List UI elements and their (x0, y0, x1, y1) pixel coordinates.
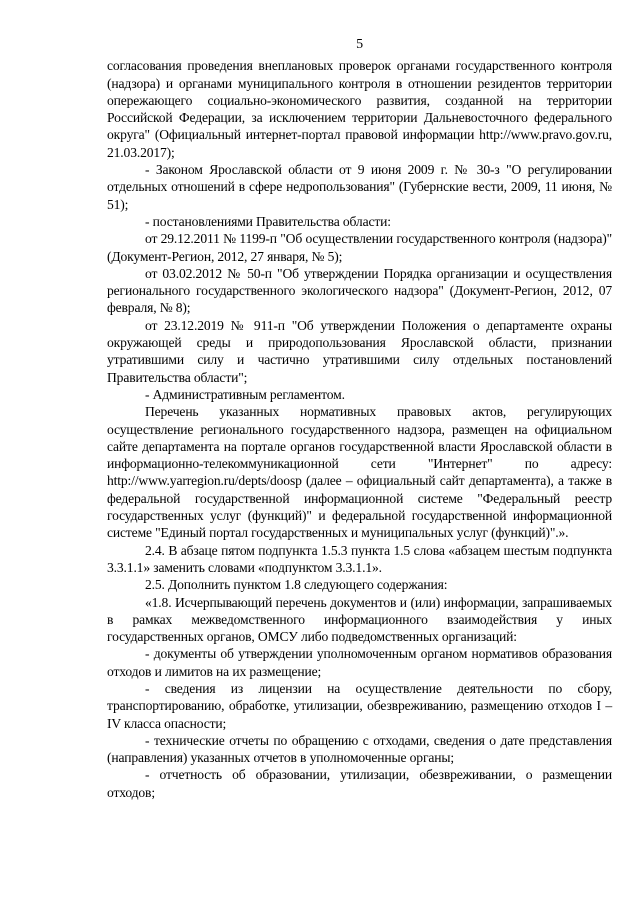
paragraph: от 23.12.2019 № 911-п "Об утверждении Положения о департаменте охраны окружающей среды и природопользования Ярославской области, признании утратившими силу и частично утратившими силу отдельных постановлений Правительства области"; (107, 317, 612, 385)
paragraph: - технические отчеты по обращению с отходами, сведения о дате представления (направления) указанных отчетов в уполномоченные органы; (107, 732, 612, 766)
page-number: 5 (356, 37, 363, 52)
paragraph: Перечень указанных нормативных правовых актов, регулирующих осуществление регионального государственного надзора, размещен на официальном сайте департамента на портале органов государственной власти Ярославской области в информационно-телекоммуникационной сети "Интернет" по адресу: http://www.yarregion.ru/depts/doosp (далее – официальный сайт департамента), а также в федеральной государственной информационной системе "Федеральный реестр государственных услуг (функций)" и федеральной государственной информационной системе "Единый портал государственных и муниципальных услуг (функций)".». (107, 404, 612, 541)
paragraph: - документы об утверждении уполномоченным органом нормативов образования отходов и лимитов на их размещение; (107, 646, 612, 679)
paragraph: - постановлениями Правительства области: (145, 213, 391, 229)
paragraph: - Административным регламентом. (145, 386, 345, 402)
paragraph: - отчетность об образовании, утилизации, обезвреживании, о размещении отходов; (107, 767, 612, 800)
paragraph: согласования проведения внеплановых проверок органами государственного контроля (надзора) и органами муниципального контроля в отношении резидентов территории опережающего социально-экономического развития, созданной на территории Российской Федерации, за исключением территории Дальневосточного федерального округа" (Официальный интернет-портал правовой информации http://www.pravo.gov.ru, 21.03.2017); (107, 58, 612, 160)
paragraph: 2.5. Дополнить пунктом 1.8 следующего содержания: (145, 577, 448, 593)
document-page (107, 36, 612, 801)
paragraph: 2.4. В абзаце пятом подпункта 1.5.3 пункта 1.5 слова «абзацем шестым подпункта 3.3.1.1» заменить словами «подпунктом 3.3.1.1». (107, 542, 612, 575)
paragraph: от 03.02.2012 № 50-п "Об утверждении Порядка организации и осуществления регионального государственного экологического надзора" (Документ-Регион, 2012, 07 февраля, № 8); (107, 265, 612, 316)
paragraph: от 29.12.2011 № 1199-п "Об осуществлении государственного контроля (надзора)" (Документ-Регион, 2012, 27 января, № 5); (107, 231, 612, 264)
paragraph: - сведения из лицензии на осуществление деятельности по сбору, транспортированию, обработке, утилизации, обезвреживанию, размещению отходов I – IV класса опасности; (107, 680, 612, 731)
paragraph: - Законом Ярославской области от 9 июня 2009 г. № 30-з "О регулировании отдельных отношений в сфере недропользования" (Губернские вести, 2009, 11 июня, № 51); (107, 162, 612, 212)
paragraph: «1.8. Исчерпывающий перечень документов и (или) информации, запрашиваемых в рамках межведомственного информационного взаимодействия у иных государственных органов, ОМСУ либо подведомственных организаций: (107, 594, 612, 645)
